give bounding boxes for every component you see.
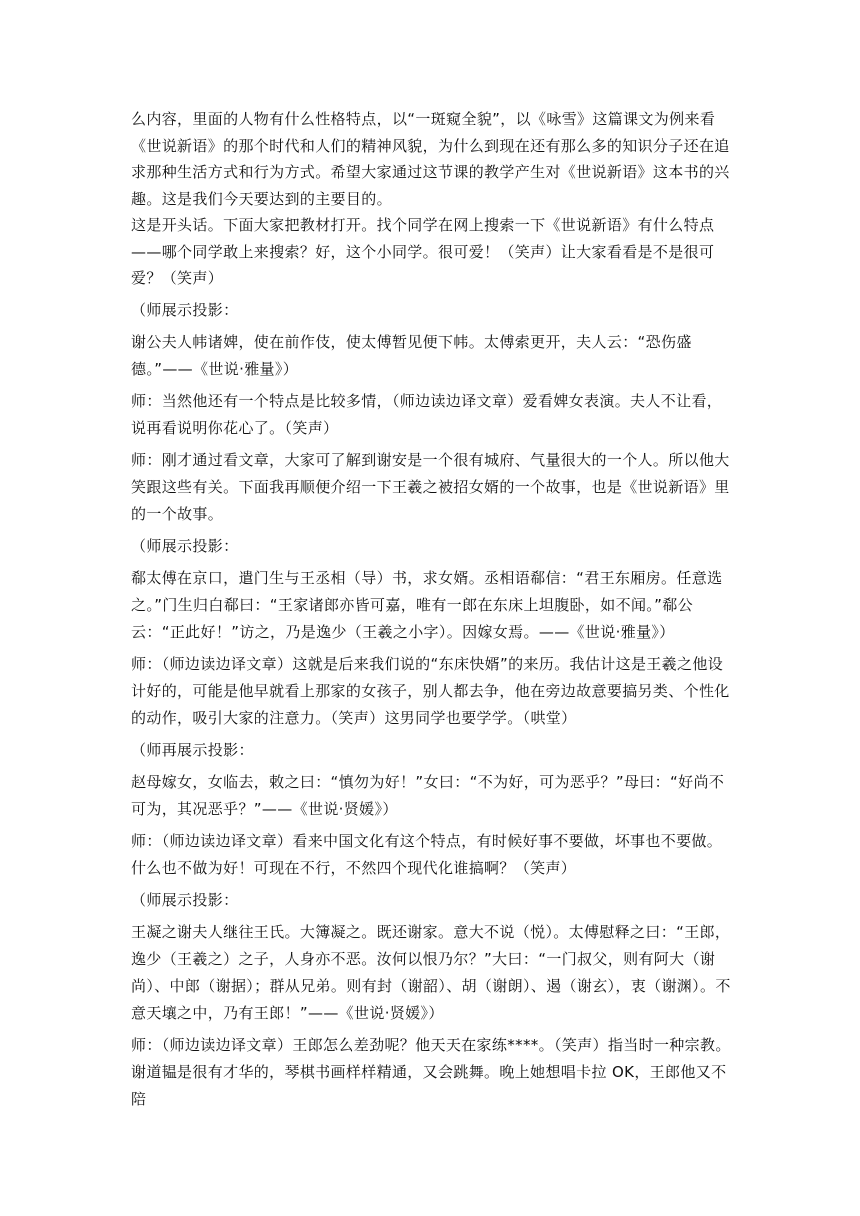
- paragraph-1: 么内容，里面的人物有什么性格特点，以“一斑窥全貌”，以《咏雪》这篇课文为例来看《世说新语》的那个时代和人们的精神风貌，为什么到现在还有那么多的知识分子还在追求那种生活方式和行为方式。希望大家通过这节课的教学产生对《世说新语》这本书的兴趣。这是我们今天要达到的主要目的。: [131, 110, 730, 208]
- document-body: [131, 106, 737, 1113]
- paragraph-14: 王凝之谢夫人继往王氏。大簿凝之。既还谢家。意大不说（悦）。太傅慰释之曰：“王郎，逸少（王羲之）之子，人身亦不恶。汝何以恨乃尔？”大曰：“一门叔父，则有阿大（谢尚）、中郎（谢据）；群从兄弟。则有封（谢韶）、胡（谢朗）、遏（谢玄），衷（谢渊）。不意天壤之中，乃有王郎！”——《世说·贤媛》）: [131, 922, 731, 1022]
- paragraph-7: （师展示投影：: [131, 536, 239, 555]
- paragraph-4: 谢公夫人帏诸婢，使在前作伎，使太傅暂见便下帏。太傅索更开，夫人云：“恐伤盛德。”——《世说·雅量》）: [131, 332, 692, 378]
- paragraph-3: （师展示投影：: [131, 300, 239, 319]
- paragraph-11: 赵母嫁女，女临去，敕之曰：“慎勿为好！”女曰：“不为好，可为恶乎？”母曰：“好尚不可为，其况恶乎？”——《世说·贤媛》）: [131, 772, 725, 818]
- paragraph-9: 师：（师边读边译文章）这就是后来我们说的“东床快婿”的来历。我估计这是王羲之他设计好的，可能是他早就看上那家的女孩子，别人都去争，他在旁边故意要搞另类、个性化的动作，吸引大家的注意力。（笑声）这男同学也要学学。（哄堂）: [131, 654, 730, 727]
- paragraph-10: （师再展示投影：: [131, 740, 254, 759]
- paragraph-12: 师：（师边读边译文章）看来中国文化有这个特点，有时候好事不要做，坏事也不要做。什么也不做为好！可现在不行，不然四个现代化谁搞啊？（笑声）: [131, 831, 723, 877]
- paragraph-15: 师：（师边读边译文章）王郎怎么差劲呢？他天天在家练****。（笑声）指当时一种宗教。谢道韫是很有才华的，琴棋书画样样精通，又会跳舞。晚上她想唱卡拉 OK，王郎他又不陪: [131, 1035, 731, 1108]
- paragraph-6: 师：刚才通过看文章，大家可了解到谢安是一个很有城府、气量很大的一个人。所以他大笑跟这些有关。下面我再顺便介绍一下王羲之被招女婿的一个故事，也是《世说新语》里的一个故事。: [131, 450, 730, 523]
- paragraph-8: 郗太傅在京口，遣门生与王丞相（导）书，求女婿。丞相语郗信：“君王东厢房。任意选之。”门生归白郗曰：“王家诸郎亦皆可嘉，唯有一郎在东床上坦腹卧，如不闻。”郗公云：“正此好！”访之，乃是逸少（王羲之小字）。因嫁女焉。——《世说·雅量》）: [131, 568, 723, 641]
- paragraph-2: 这是开头话。下面大家把教材打开。找个同学在网上搜索一下《世说新语》有什么特点——哪个同学敢上来搜索？好，这个小同学。很可爱！（笑声）让大家看看是不是很可爱？（笑声）: [131, 216, 715, 287]
- paragraph-13: （师展示投影：: [131, 890, 239, 909]
- paragraph-5: 师：当然他还有一个特点是比较多情，（师边读边译文章）爱看婢女表演。夫人不让看，说再看说明你花心了。（笑声）: [131, 391, 723, 437]
